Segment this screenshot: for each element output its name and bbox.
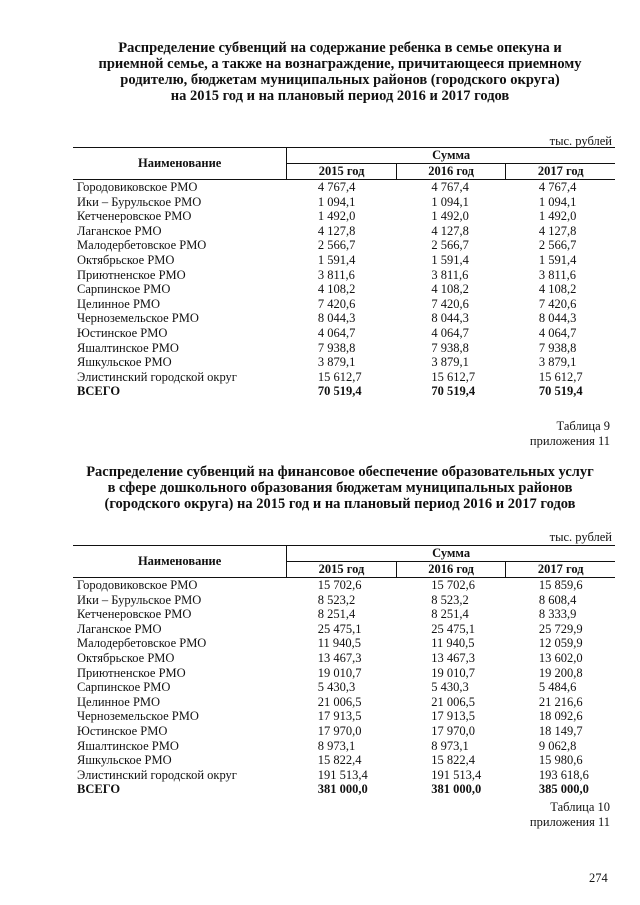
table-row [73,666,615,681]
value-2017-cell: 193 618,6 [538,767,589,782]
value-2015-cell: 7 420,6 [317,296,356,311]
table-row [73,370,615,385]
caption-line: Таблица 10 [550,800,610,814]
value-2015-cell: 5 430,3 [317,680,356,695]
value-2017-cell: 12 059,9 [538,636,583,651]
region-name-cell: Черноземельское РМО [77,709,199,724]
region-name-cell: Яшалтинское РМО [77,738,179,753]
region-name-cell: Яшалтинское РМО [77,340,179,355]
value-2016-cell: 7 420,6 [431,296,469,311]
column-header-name: Наименование [73,546,287,578]
value-2016-cell: 21 006,5 [431,694,476,709]
value-2016-cell: 191 513,4 [431,767,482,782]
region-name-cell: Яшкульское РМО [77,753,172,768]
table2-title-line: (городского округа) на 2015 год и на плановый период 2016 и 2017 годов [104,496,576,512]
value-2015-cell: 15 612,7 [317,369,362,384]
table-row [73,636,615,651]
value-2017-cell: 19 200,8 [538,665,583,680]
value-2017-cell: 4 127,8 [538,223,577,238]
value-2017-cell: 8 044,3 [538,311,577,326]
table-row [73,341,615,356]
value-2015-cell: 3 811,6 [317,267,355,282]
value-2017-cell: 15 980,6 [538,753,583,768]
table1-title-line: родителю, бюджетам муниципальных районов (городского округа) [120,72,560,88]
column-header-sum: Сумма [287,546,615,562]
region-name-cell: Кетченеровское РМО [77,607,192,622]
region-name-cell: Кетченеровское РМО [77,209,192,224]
value-2015-cell: 8 044,3 [317,311,356,326]
value-2016-cell: 8 251,4 [431,607,469,622]
value-2016-cell: 7 938,8 [431,340,469,355]
table-row [73,180,615,195]
column-header-sum: Сумма [287,148,615,164]
table-row [73,195,615,210]
region-name-cell: Юстинское РМО [77,723,168,738]
value-2015-cell: 191 513,4 [317,767,368,782]
table10-caption [530,800,610,830]
table-row [73,695,615,710]
table1-title-line: на 2015 год и на плановый период 2016 и 2017 годов [170,88,510,104]
value-2015-cell: 1 492,0 [317,209,356,224]
table-row [73,593,615,608]
value-2016-cell: 4 127,8 [431,223,469,238]
value-2015-cell: 13 467,3 [317,650,362,665]
table-row [73,326,615,341]
value-2017-cell: 5 484,6 [538,680,577,695]
region-name-cell: Элистинский городской округ [77,767,237,782]
region-name-cell: Целинное РМО [77,296,161,311]
value-2017-cell: 18 092,6 [538,709,583,724]
value-2015-cell: 15 702,6 [317,578,362,592]
value-2015-cell: 4 767,4 [317,180,356,194]
caption-line: приложения 11 [529,434,610,448]
value-2016-cell: 11 940,5 [431,636,475,651]
value-2016-cell: 1 492,0 [431,209,469,224]
table1-title-line: Распределение субвенций на содержание ребенка в семье опекуна и [118,40,562,56]
table2 [73,545,615,797]
table-row [73,622,615,637]
value-2015-cell: 1 591,4 [317,252,356,267]
table-row [73,739,615,754]
value-2017-cell: 4 064,7 [538,325,577,340]
value-2017-cell: 4 767,4 [538,180,577,194]
value-2015-cell: 2 566,7 [317,238,356,253]
value-2016-cell: 15 822,4 [431,753,476,768]
value-2017-cell: 2 566,7 [538,238,577,253]
value-2016-cell: 2 566,7 [431,238,469,253]
value-2016-cell: 8 523,2 [431,592,469,607]
value-2015-cell: 8 523,2 [317,592,356,607]
table2-title [60,464,620,512]
value-2016-cell: 381 000,0 [431,782,482,797]
table-row [73,282,615,297]
value-2015-cell: 4 064,7 [317,325,356,340]
region-name-cell: Яшкульское РМО [77,355,172,370]
column-header-2017: 2017 год [506,562,615,578]
value-2015-cell: 17 913,5 [317,709,362,724]
region-name-cell: Городовиковское РМО [77,578,198,592]
value-2016-cell: 25 475,1 [431,621,476,636]
value-2017-cell: 15 859,6 [538,578,583,592]
total-row [73,782,615,797]
value-2017-cell: 70 519,4 [538,384,583,399]
table1-title-line: приемной семье, а также на вознаграждение, причитающееся приемному [98,56,582,72]
value-2015-cell: 4 108,2 [317,282,356,297]
column-header-2017: 2017 год [506,164,615,180]
value-2017-cell: 9 062,8 [538,738,577,753]
value-2016-cell: 19 010,7 [431,665,476,680]
region-name-cell: Элистинский городской округ [77,369,237,384]
value-2016-cell: 4 108,2 [431,282,469,297]
value-2016-cell: 8 044,3 [431,311,469,326]
table2-unit: тыс. рублей [549,530,612,544]
value-2015-cell: 1 094,1 [317,194,356,209]
value-2017-cell: 1 094,1 [538,194,577,209]
total-label: ВСЕГО [77,384,121,399]
value-2015-cell: 19 010,7 [317,665,362,680]
value-2015-cell: 70 519,4 [317,384,362,399]
value-2016-cell: 1 094,1 [431,194,469,209]
table-row [73,753,615,768]
total-label: ВСЕГО [77,782,121,797]
value-2016-cell: 70 519,4 [431,384,476,399]
caption-line: приложения 11 [529,815,610,829]
region-name-cell: Сарпинское РМО [77,680,171,695]
column-header-2016: 2016 год [396,562,506,578]
column-header-2015: 2015 год [287,562,397,578]
table-row [73,238,615,253]
value-2017-cell: 15 612,7 [538,369,583,384]
region-name-cell: Городовиковское РМО [77,180,198,194]
region-name-cell: Черноземельское РМО [77,311,199,326]
value-2015-cell: 3 879,1 [317,355,356,370]
region-name-cell: Ики – Бурульское РМО [77,194,202,209]
table-row [73,607,615,622]
total-row [73,384,615,399]
region-name-cell: Сарпинское РМО [77,282,171,297]
region-name-cell: Малодербетовское РМО [77,636,207,651]
value-2017-cell: 3 879,1 [538,355,577,370]
value-2017-cell: 25 729,9 [538,621,583,636]
table-row [73,224,615,239]
value-2015-cell: 15 822,4 [317,753,362,768]
column-header-name: Наименование [73,148,287,180]
region-name-cell: Приютненское РМО [77,665,186,680]
table-row [73,209,615,224]
region-name-cell: Целинное РМО [77,694,161,709]
region-name-cell: Ики – Бурульское РМО [77,592,202,607]
value-2017-cell: 13 602,0 [538,650,583,665]
table2-title-line: в сфере дошкольного образования бюджетам муниципальных районов [107,480,573,496]
table-row [73,355,615,370]
value-2015-cell: 17 970,0 [317,723,362,738]
value-2016-cell: 17 970,0 [431,723,476,738]
table-row [73,724,615,739]
table-row [73,709,615,724]
value-2017-cell: 8 608,4 [538,592,577,607]
table-row [73,768,615,783]
value-2015-cell: 11 940,5 [317,636,362,651]
value-2017-cell: 1 591,4 [538,252,577,267]
value-2015-cell: 7 938,8 [317,340,356,355]
value-2016-cell: 4 064,7 [431,325,469,340]
value-2016-cell: 15 702,6 [431,578,476,592]
value-2016-cell: 15 612,7 [431,369,476,384]
value-2016-cell: 3 811,6 [431,267,469,282]
value-2015-cell: 8 251,4 [317,607,356,622]
table1 [73,147,615,399]
table-row [73,253,615,268]
value-2017-cell: 7 938,8 [538,340,577,355]
value-2015-cell: 21 006,5 [317,694,362,709]
table-row [73,651,615,666]
value-2016-cell: 1 591,4 [431,252,469,267]
value-2017-cell: 7 420,6 [538,296,577,311]
caption-line: Таблица 9 [556,419,610,433]
value-2015-cell: 381 000,0 [317,782,368,797]
region-name-cell: Лаганское РМО [77,621,162,636]
region-name-cell: Приютненское РМО [77,267,186,282]
value-2017-cell: 1 492,0 [538,209,577,224]
value-2017-cell: 8 333,9 [538,607,577,622]
region-name-cell: Юстинское РМО [77,325,168,340]
value-2016-cell: 17 913,5 [431,709,476,724]
value-2015-cell: 8 973,1 [317,738,356,753]
value-2016-cell: 8 973,1 [431,738,469,753]
region-name-cell: Октябрьское РМО [77,252,175,267]
table-row [73,297,615,312]
value-2017-cell: 21 216,6 [538,694,583,709]
page-number: 274 [589,871,608,885]
table2-title-line: Распределение субвенций на финансовое обеспечение образовательных услуг [86,464,594,480]
value-2016-cell: 5 430,3 [431,680,469,695]
value-2015-cell: 25 475,1 [317,621,362,636]
table1-unit: тыс. рублей [549,134,612,148]
column-header-2016: 2016 год [396,164,506,180]
table-row [73,268,615,283]
value-2017-cell: 18 149,7 [538,723,583,738]
region-name-cell: Малодербетовское РМО [77,238,207,253]
region-name-cell: Октябрьское РМО [77,650,175,665]
value-2015-cell: 4 127,8 [317,223,356,238]
column-header-2015: 2015 год [287,164,397,180]
value-2016-cell: 3 879,1 [431,355,469,370]
value-2016-cell: 4 767,4 [431,180,469,194]
region-name-cell: Лаганское РМО [77,223,162,238]
value-2017-cell: 4 108,2 [538,282,577,297]
table-row [73,578,615,593]
value-2016-cell: 13 467,3 [431,650,476,665]
table-row [73,680,615,695]
value-2017-cell: 385 000,0 [538,782,589,797]
table9-caption [530,419,610,449]
table1-title [60,40,620,104]
value-2017-cell: 3 811,6 [538,267,576,282]
table-row [73,311,615,326]
